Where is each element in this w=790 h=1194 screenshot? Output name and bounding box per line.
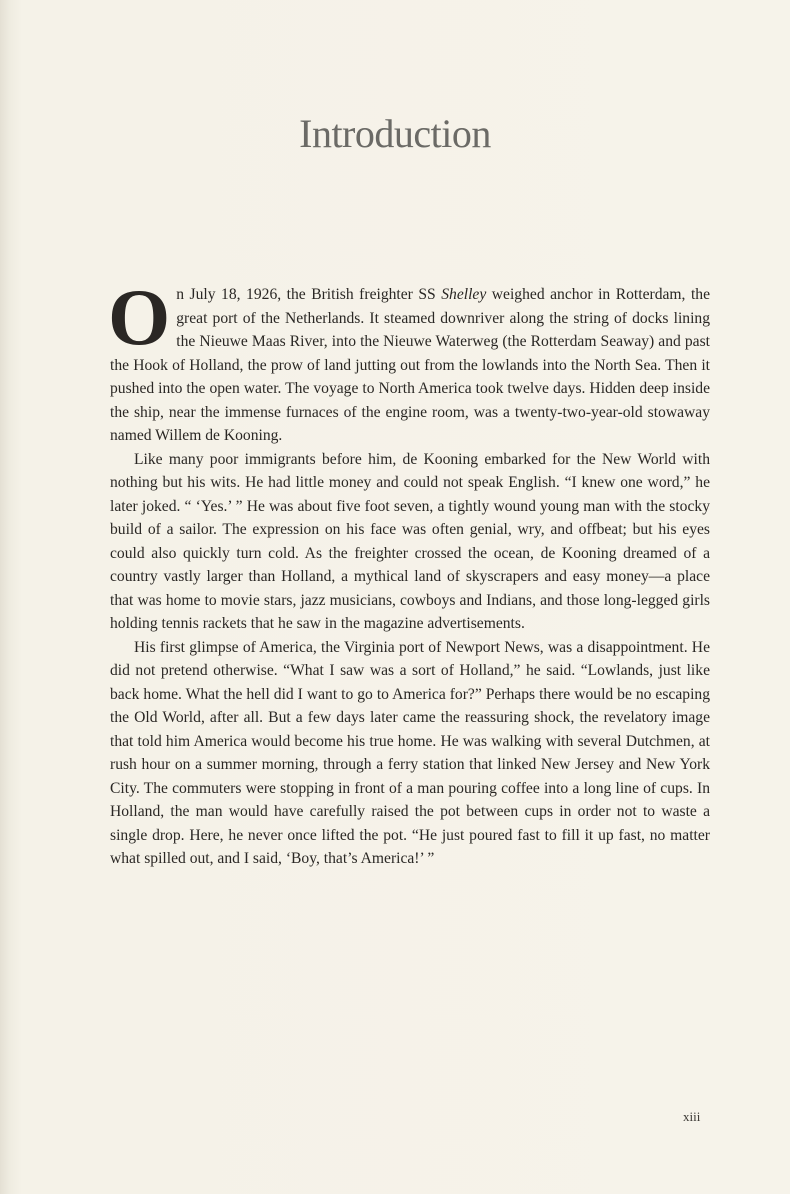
paragraph-1-text-end: weighed anchor in Rotterdam, the great port of the Netherlands. It steamed downriver along the string of docks lining the Nieuwe Maas River, into the Nieuwe Waterweg (the Rotterdam Seaway) and past the Hook of Holland, the prow of land jutting out from the lowlands into the North Sea. Then it pushed into the open water. The voyage to North America took twelve days. Hidden deep inside the ship, near the immense furnaces of the engine room, was a twenty-two-year-old stowaway named Willem de Kooning. [110, 286, 710, 444]
paragraph-2: Like many poor immigrants before him, de Kooning embarked for the New World with nothing but his wits. He had little money and could not speak English. “I knew one word,” he later joked. “ ‘Yes.’ ” He was about five foot seven, a tightly wound young man with the stocky build of a sailor. The expression on his face was often genial, wry, and offbeat; but his eyes could also quickly turn cold. As the freighter crossed the ocean, de Kooning dreamed of a country vastly larger than Holland, a mythical land of skyscrapers and easy money—a place that was home to movie stars, jazz musicians, cowboys and Indians, and those long-legged girls holding tennis rackets that he saw in the magazine advertisements. [110, 450, 710, 632]
paragraph-1-text-start: n July 18, 1926, the British freighter SS [176, 286, 442, 303]
drop-cap: O [108, 274, 171, 362]
body-text [108, 274, 710, 871]
ship-name: Shelley [441, 286, 487, 303]
paragraph-3: His first glimpse of America, the Virginia port of Newport News, was a disappointment. He did not pretend otherwise. “What I saw was a sort of Holland,” he said. “Lowlands, just like back home. What the hell did I want to go to America for?” Perhaps there would be no escaping the Old World, after all. But a few days later came the reassuring shock, the revelatory image that told him America would become his true home. He was walking with several Dutchmen, at rush hour on a summer morning, through a ferry station that linked New Jersey and New York City. The commuters were stopping in front of a man pouring coffee into a long line of cups. In Holland, the man would have carefully raised the pot between cups in order not to waste a single drop. Here, he never once lifted the pot. “He just poured fast to fill it up fast, no matter what spilled out, and I said, ‘Boy, that’s America!’ ” [110, 638, 710, 867]
page-number: xiii [683, 1109, 701, 1124]
paragraph-1 [108, 274, 710, 448]
chapter-title: Introduction [299, 111, 491, 156]
